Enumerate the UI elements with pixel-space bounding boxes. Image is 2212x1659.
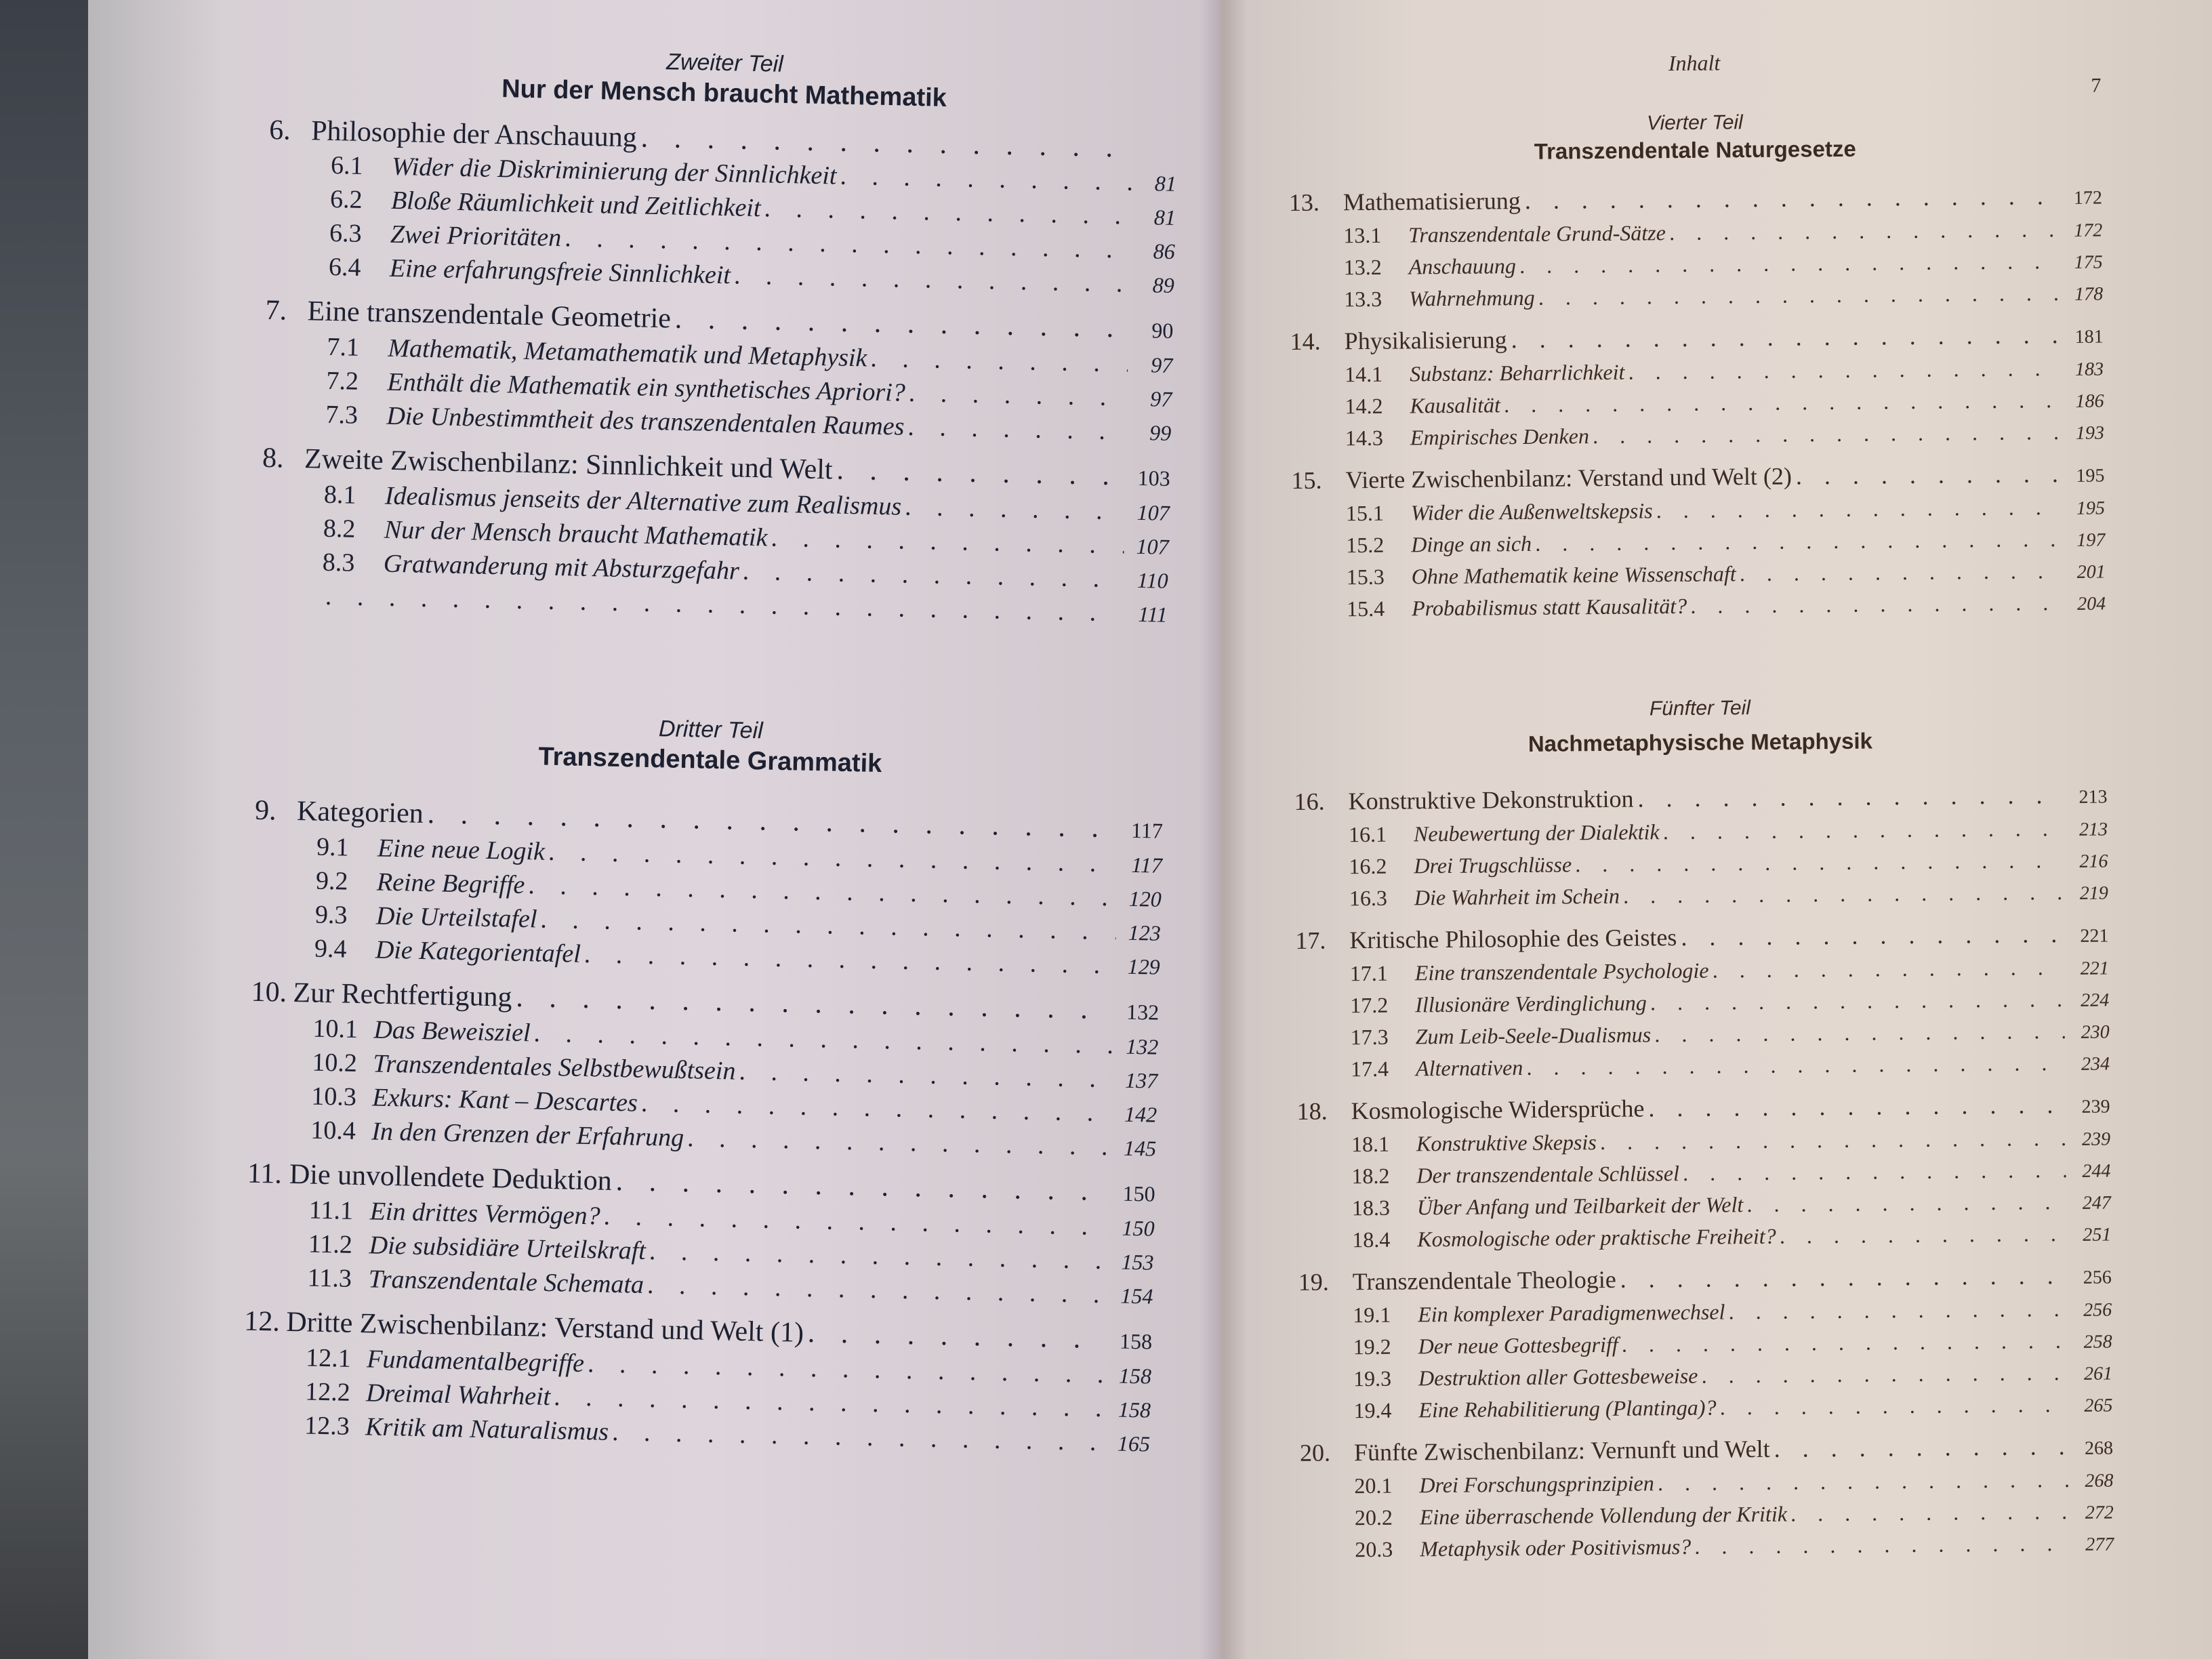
- toc-page-number: 97: [1149, 386, 1172, 411]
- dot-leader: [1622, 1326, 2067, 1359]
- part-fuenfter-teil: [1293, 693, 2114, 1566]
- toc-chapter: [266, 112, 1178, 302]
- dot-leader: [905, 491, 1126, 529]
- toc-number: 16.: [1294, 787, 1325, 815]
- toc-title: Ohne Mathematik keine Wissenschaft: [1411, 561, 1736, 589]
- toc-number: 15.1: [1345, 500, 1385, 526]
- toc-title: Mathematisierung: [1343, 187, 1521, 216]
- part-dritter-teil: [242, 708, 1165, 1461]
- toc-title: Eine neue Logik: [377, 834, 546, 866]
- dot-leader: [840, 160, 1132, 199]
- toc-number: 19.1: [1353, 1302, 1391, 1328]
- toc-number: 12.: [243, 1305, 281, 1338]
- part-spacer: [1293, 646, 2107, 700]
- toc-number: 18.: [1296, 1097, 1328, 1125]
- dot-leader: [871, 342, 1128, 381]
- toc-page-number: 89: [1152, 272, 1175, 298]
- toc-title: Konstruktive Skepsis: [1416, 1130, 1597, 1156]
- toc-title: Fünfte Zwischenbilanz: Vernunft und Welt: [1353, 1435, 1770, 1467]
- dot-leader: [1538, 278, 2058, 312]
- toc-page-number: 213: [2078, 819, 2108, 840]
- toc-page-number: 158: [1118, 1363, 1152, 1389]
- toc-title: Konstruktive Dekonstruktion: [1348, 785, 1634, 815]
- dot-leader: [1791, 1496, 2069, 1529]
- toc-number: 9.2: [315, 866, 348, 896]
- toc-chapter: [1289, 180, 2104, 316]
- toc-page-number: 150: [1122, 1181, 1156, 1206]
- part-title: Transzendentale Grammatik: [538, 742, 882, 779]
- toc-page-number: 256: [2083, 1267, 2112, 1288]
- part-label: Zweiter Teil: [665, 49, 784, 77]
- toc-number: 18.3: [1351, 1195, 1391, 1221]
- toc-page-number: 142: [1124, 1101, 1158, 1127]
- toc-title: Probabilismus statt Kausalität?: [1411, 593, 1687, 621]
- toc-number: 17.2: [1350, 992, 1389, 1018]
- toc-page-number: 120: [1128, 886, 1162, 912]
- toc-number: 9.3: [314, 900, 348, 930]
- toc-title: Kosmologische Widersprüche: [1351, 1094, 1645, 1125]
- toc-number: 6.2: [329, 184, 363, 214]
- toc-number: 13.2: [1343, 254, 1382, 280]
- toc-title: Fundamentalbegriffe: [366, 1345, 585, 1378]
- dot-leader: [1747, 1187, 2066, 1219]
- toc-page-number: 219: [2079, 882, 2108, 904]
- toc-page-number: 244: [2082, 1160, 2111, 1182]
- toc-page-number: 193: [2075, 422, 2105, 444]
- dot-leader: [1670, 214, 2058, 247]
- dot-leader: [1527, 1048, 2065, 1082]
- toc-title: In den Grenzen der Erfahrung: [371, 1117, 684, 1153]
- toc-title: Zwei Prioritäten: [390, 220, 562, 253]
- toc-number: 14.2: [1345, 393, 1383, 419]
- toc-page-number: 107: [1136, 533, 1170, 559]
- toc-number: 10.1: [312, 1014, 359, 1044]
- toc-page-number: 224: [2081, 989, 2110, 1011]
- toc-page-number: 129: [1127, 954, 1161, 979]
- toc-title: Ein komplexer Paradigmenwechsel: [1418, 1299, 1725, 1327]
- toc-page-number: 132: [1126, 999, 1160, 1025]
- toc-page-number: 204: [2076, 593, 2106, 615]
- part-title: Nachmetaphysische Metaphysik: [1528, 728, 1873, 756]
- toc-chapter: [263, 293, 1174, 450]
- toc-title: Zum Leib-Seele-Dualismus: [1415, 1022, 1652, 1049]
- toc-chapter: [260, 441, 1170, 598]
- dot-leader: [1729, 1294, 2067, 1326]
- toc-title: Eine Rehabilitierung (Plantinga)?: [1418, 1395, 1717, 1422]
- toc-page-number: 265: [2084, 1395, 2113, 1416]
- toc-title: Reine Begriffe: [376, 867, 525, 900]
- toc-title: Transzendentale Schemata: [368, 1265, 644, 1299]
- dot-leader: [1720, 1389, 2068, 1422]
- toc-page-number: 213: [2078, 786, 2108, 808]
- toc-number: 20.: [1299, 1439, 1331, 1467]
- part-label: Dritter Teil: [658, 716, 764, 744]
- toc-page-number: 239: [2081, 1128, 2111, 1150]
- toc-page-number: 221: [2080, 958, 2109, 979]
- toc-number: 6.3: [329, 218, 363, 248]
- part-label: Fünfter Teil: [1649, 697, 1751, 720]
- toc-page-number: 110: [1136, 567, 1168, 593]
- toc-title: Die Urteilstafel: [375, 901, 537, 934]
- toc-page-number: 81: [1153, 205, 1176, 230]
- toc-number: 6.4: [328, 252, 361, 282]
- toc-title: Zur Rechtfertigung: [293, 977, 513, 1013]
- toc-title: Eine transzendentale Geometrie: [307, 295, 672, 335]
- toc-section: [1300, 1528, 2114, 1566]
- dot-leader: [1713, 952, 2064, 985]
- page-header: [1288, 47, 2102, 115]
- toc-page-number: 195: [2076, 465, 2105, 487]
- toc-page-number: 111: [1137, 601, 1168, 627]
- toc-title: Wider die Außenweltskepsis: [1410, 498, 1653, 525]
- toc-page-number: 103: [1137, 465, 1171, 491]
- toc-number: 10.3: [310, 1082, 357, 1111]
- toc-page-number: 172: [2074, 220, 2103, 241]
- dot-leader: [1624, 877, 2064, 911]
- toc-page-number: 234: [2081, 1053, 2110, 1075]
- dot-leader: [1520, 246, 2058, 281]
- toc-chapter: [242, 1304, 1153, 1461]
- toc-chapter: [1295, 918, 2110, 1086]
- toc-number: 8.3: [322, 548, 355, 577]
- toc-title: Dreimal Wahrheit: [365, 1378, 551, 1412]
- toc-title: Eine überraschende Vollendung der Kritik: [1419, 1501, 1788, 1530]
- toc-page-number: 153: [1121, 1249, 1154, 1275]
- part-title: Nur der Mensch braucht Mathematik: [501, 75, 947, 112]
- toc-title: Anschauung: [1408, 253, 1517, 279]
- toc-title: Kosmologische oder praktische Freiheit?: [1417, 1223, 1776, 1252]
- toc-number: 20.2: [1354, 1504, 1393, 1530]
- toc-page-number: 158: [1119, 1328, 1153, 1354]
- dot-leader: [1511, 319, 2058, 355]
- toc-page-number: 150: [1122, 1215, 1155, 1241]
- toc-number: 12.1: [305, 1343, 352, 1373]
- toc-page-number: 216: [2079, 851, 2108, 872]
- toc-page-number: 230: [2081, 1021, 2110, 1043]
- toc-number: 8.1: [323, 480, 356, 510]
- toc-title: Exkurs: Kant – Descartes: [371, 1083, 638, 1118]
- dot-leader: [1536, 524, 2061, 558]
- right-page-content: [1288, 47, 2114, 1594]
- dot-leader: [1637, 779, 2062, 814]
- toc-title: Kritische Philosophie des Geistes: [1349, 924, 1677, 954]
- toc-page-number: 123: [1128, 920, 1162, 945]
- toc-title: Physikalisierung: [1344, 326, 1507, 355]
- toc-title: Transzendentale Grund-Sätze: [1408, 220, 1666, 247]
- toc-title: Ein drittes Vermögen?: [369, 1197, 601, 1231]
- dot-leader: [1655, 1016, 2065, 1049]
- toc-title: Kausalität: [1410, 392, 1501, 418]
- toc-title: Philosophie der Anschauung: [310, 115, 638, 154]
- toc-section: [1296, 1047, 2110, 1086]
- toc-title: Neubewertung der Dialektik: [1413, 819, 1660, 846]
- toc-chapter: [1291, 458, 2106, 626]
- dot-leader: [836, 453, 1126, 494]
- toc-page-number: 86: [1153, 239, 1176, 264]
- toc-chapter: [251, 793, 1163, 984]
- toc-title: Dinge an sich: [1411, 531, 1532, 557]
- toc-list: [1289, 180, 2106, 626]
- dot-leader: [1648, 1089, 2066, 1124]
- dot-leader: [1740, 556, 2061, 588]
- toc-number: 19.3: [1353, 1366, 1392, 1391]
- dot-leader: [1576, 845, 2064, 879]
- toc-number: 13.: [1288, 188, 1320, 216]
- toc-page-number: 239: [2081, 1096, 2110, 1118]
- toc-title: Dritte Zwischenbilanz: Verstand und Welt (1): [285, 1306, 804, 1349]
- toc-page-number: 107: [1136, 499, 1170, 525]
- dot-leader: [1658, 1465, 2069, 1498]
- toc-number: 15.4: [1346, 596, 1385, 621]
- toc-title: Drei Forschungsprinzipien: [1419, 1471, 1654, 1498]
- toc-section: [1291, 417, 2104, 455]
- running-head: Inhalt: [1668, 50, 1721, 76]
- toc-number: 15.3: [1346, 564, 1385, 590]
- toc-number: 9.4: [314, 934, 347, 964]
- toc-section: [1292, 587, 2106, 626]
- toc-title: Illusionäre Verdinglichung: [1415, 990, 1647, 1017]
- toc-number: 14.: [1290, 327, 1321, 355]
- toc-title: Nur der Mensch braucht Mathematik: [384, 515, 768, 552]
- toc-chapter: [1290, 319, 2104, 455]
- toc-page-number: 247: [2082, 1192, 2111, 1214]
- toc-number: 7.1: [327, 332, 360, 362]
- toc-number: 11.2: [308, 1229, 353, 1259]
- dot-leader: [1780, 1218, 2066, 1251]
- book-gutter: [1200, 0, 1247, 1659]
- toc-list: [1294, 779, 2114, 1566]
- toc-chapter: [248, 975, 1160, 1166]
- toc-title: Eine erfahrungsfreie Sinnlichkeit: [389, 253, 731, 290]
- toc-page-number: 132: [1125, 1033, 1159, 1059]
- toc-page-number: [1136, 157, 1177, 158]
- toc-page-number: 268: [2085, 1470, 2114, 1492]
- toc-page-number: 268: [2084, 1437, 2114, 1459]
- toc-number: 11.1: [308, 1195, 354, 1225]
- toc-page-number: 137: [1124, 1067, 1158, 1093]
- part-label: Vierter Teil: [1646, 111, 1743, 135]
- toc-page-number: 186: [2075, 390, 2104, 412]
- toc-page-number: 197: [2076, 529, 2106, 551]
- toc-title: Der neue Gottesbegriff: [1418, 1332, 1618, 1359]
- dot-leader: [1656, 492, 2060, 525]
- toc-number: 15.: [1291, 466, 1322, 494]
- dot-leader: [1702, 1357, 2068, 1391]
- toc-page-number: 165: [1117, 1431, 1151, 1456]
- toc-list: [259, 112, 1177, 632]
- toc-page-number: 258: [2083, 1331, 2112, 1353]
- toc-number: 14.3: [1345, 425, 1384, 451]
- dot-leader: [909, 377, 1128, 415]
- dot-leader: [1525, 180, 2057, 216]
- dot-leader: [1620, 1260, 2067, 1295]
- toc-title: Substanz: Beharrlichkeit: [1409, 359, 1625, 386]
- toc-number: 16.3: [1349, 885, 1388, 911]
- toc-number: 18.4: [1352, 1227, 1391, 1252]
- toc-page-number: 183: [2074, 359, 2104, 380]
- toc-number: 9.1: [316, 832, 350, 862]
- toc-number: 19.2: [1353, 1334, 1391, 1359]
- toc-page-number: 272: [2085, 1502, 2114, 1523]
- toc-number: 20.1: [1354, 1473, 1393, 1498]
- toc-title: Bloße Räumlichkeit und Zeitlichkeit: [390, 186, 761, 223]
- toc-page-number: 81: [1154, 171, 1177, 197]
- toc-number: 15.2: [1346, 532, 1385, 558]
- toc-title: Die Wahrheit im Schein: [1414, 883, 1620, 910]
- toc-title: Eine transzendentale Psychologie: [1414, 958, 1709, 985]
- left-page-content: [241, 41, 1179, 1488]
- part-title: Transzendentale Naturgesetze: [1534, 136, 1856, 164]
- toc-number: 7.: [265, 294, 287, 327]
- toc-section: [1298, 1218, 2111, 1256]
- toc-number: 16.2: [1349, 853, 1387, 879]
- dot-leader: [1651, 984, 2065, 1017]
- toc-page-number: 145: [1123, 1135, 1157, 1161]
- toc-number: 17.1: [1349, 960, 1388, 986]
- toc-number: 19.4: [1353, 1397, 1392, 1423]
- toc-page-number: 261: [2083, 1363, 2113, 1385]
- toc-title: Mathematik, Metamathematik und Metaphysik: [388, 333, 867, 373]
- toc-number: 17.: [1295, 926, 1326, 954]
- toc-page-number: 181: [2074, 326, 2104, 348]
- toc-number: 10.4: [310, 1115, 356, 1145]
- toc-page-number: 90: [1151, 318, 1174, 343]
- dot-leader: [1593, 417, 2060, 451]
- toc-title: Über Anfang und Teilbarkeit der Welt: [1416, 1192, 1744, 1220]
- toc-number: 13.1: [1343, 222, 1382, 248]
- toc-number: 6.: [268, 114, 291, 146]
- toc-page-number: 117: [1130, 817, 1164, 843]
- toc-title: Wahrnehmung: [1408, 285, 1535, 311]
- toc-number: 14.1: [1344, 361, 1383, 387]
- toc-page-number: 175: [2074, 251, 2103, 273]
- toc-number: 7.2: [326, 366, 359, 396]
- toc-title: Die Kategorientafel: [375, 935, 581, 968]
- toc-number: 11.: [247, 1158, 283, 1190]
- toc-number: 17.3: [1350, 1024, 1389, 1050]
- toc-title: Das Beweisziel: [373, 1015, 531, 1048]
- toc-number: 19.: [1298, 1268, 1329, 1296]
- toc-page-number: 117: [1130, 852, 1163, 878]
- toc-title: Vierte Zwischenbilanz: Verstand und Welt (2): [1345, 462, 1793, 494]
- toc-section: [1290, 278, 2103, 316]
- toc-page-number: 154: [1120, 1283, 1153, 1309]
- toc-number: 18.1: [1351, 1131, 1390, 1157]
- toc-title: Metaphysik oder Positivismus?: [1420, 1534, 1692, 1561]
- part-zweiter-teil: [259, 41, 1179, 632]
- toc-chapter: [1298, 1259, 2113, 1427]
- toc-number: 12.3: [304, 1411, 350, 1441]
- dot-leader: [1504, 385, 2060, 419]
- toc-number: 10.2: [312, 1048, 358, 1078]
- toc-page-number: 97: [1150, 352, 1173, 377]
- toc-title: Kritik am Naturalismus: [365, 1412, 609, 1446]
- toc-number: 20.3: [1355, 1536, 1393, 1562]
- dot-leader: [1663, 813, 2063, 846]
- toc-chapter: [1300, 1430, 2114, 1566]
- toc-number: 9.: [254, 794, 277, 827]
- toc-chapter: [245, 1156, 1155, 1313]
- toc-title: Die Unbestimmtheit des transzendentalen Raumes: [386, 401, 905, 441]
- toc-title: Der transzendentale Schlüssel: [1416, 1161, 1680, 1188]
- dot-leader: [1683, 1155, 2066, 1188]
- dot-leader: [1691, 588, 2061, 621]
- toc-number: 10.: [251, 976, 287, 1008]
- toc-title: Enthält die Mathematik ein synthetisches Apriori?: [387, 367, 906, 407]
- toc-section: [1299, 1389, 2112, 1427]
- toc-page-number: 99: [1149, 420, 1172, 445]
- toc-title: Idealismus jenseits der Alternative zum Realismus: [384, 481, 902, 521]
- toc-number: 17.4: [1350, 1056, 1389, 1082]
- toc-title: Destruktion aller Gottesbeweise: [1418, 1363, 1698, 1391]
- toc-number: 8.2: [323, 514, 356, 544]
- part-vierter-teil: [1288, 108, 2106, 626]
- toc-title: Transzendentale Theologie: [1352, 1265, 1616, 1296]
- toc-page-number: 172: [2073, 187, 2103, 209]
- toc-title: Drei Trugschlüsse: [1414, 852, 1572, 878]
- toc-title: Alternativen: [1415, 1055, 1523, 1081]
- toc-number: 6.1: [330, 150, 364, 180]
- toc-page-number: 158: [1118, 1397, 1151, 1422]
- dot-leader: [1774, 1431, 2068, 1465]
- toc-chapter: [1294, 779, 2108, 915]
- dot-leader: [1601, 1123, 2066, 1157]
- toc-title: Die unvollendete Deduktion: [289, 1158, 613, 1197]
- toc-number: 12.2: [304, 1377, 351, 1407]
- toc-page-number: 221: [2080, 925, 2109, 947]
- dot-leader: [908, 411, 1127, 449]
- toc-page-number: 251: [2083, 1224, 2112, 1246]
- toc-page-number: 195: [2076, 497, 2106, 519]
- dot-leader: [1629, 353, 2059, 387]
- toc-chapter: [1296, 1088, 2111, 1256]
- toc-number: 11.3: [307, 1263, 352, 1293]
- toc-title: Die subsidiäre Urteilskraft: [369, 1231, 647, 1265]
- toc-title: Wider die Diskriminierung der Sinnlichkeit: [391, 152, 837, 190]
- toc-number: 13.3: [1343, 286, 1382, 312]
- toc-page-number: 178: [2074, 283, 2104, 305]
- dot-leader: [1796, 458, 2060, 491]
- toc-title: Gratwanderung mit Absturzgefahr: [383, 549, 740, 586]
- toc-title: Transzendentales Selbstbewußtsein: [372, 1049, 736, 1086]
- toc-title: Empirisches Denken: [1410, 424, 1590, 450]
- toc-title: Zweite Zwischenbilanz: Sinnlichkeit und Welt: [304, 443, 834, 486]
- toc-section: [1295, 876, 2108, 915]
- dot-leader: [1695, 1528, 2069, 1561]
- toc-list: [242, 793, 1164, 1461]
- page-number: 7: [2091, 74, 2102, 97]
- toc-number: 16.1: [1348, 821, 1387, 847]
- toc-page-number: 256: [2083, 1299, 2112, 1321]
- toc-number: 8.: [262, 442, 285, 474]
- toc-title: Kategorien: [296, 796, 424, 830]
- toc-page-number: 201: [2076, 561, 2106, 583]
- dot-leader: [807, 1315, 1107, 1357]
- toc-page-number: 277: [2085, 1534, 2114, 1555]
- toc-number: 18.2: [1351, 1163, 1390, 1189]
- toc-number: 7.3: [325, 400, 359, 430]
- dot-leader: [1681, 918, 2064, 953]
